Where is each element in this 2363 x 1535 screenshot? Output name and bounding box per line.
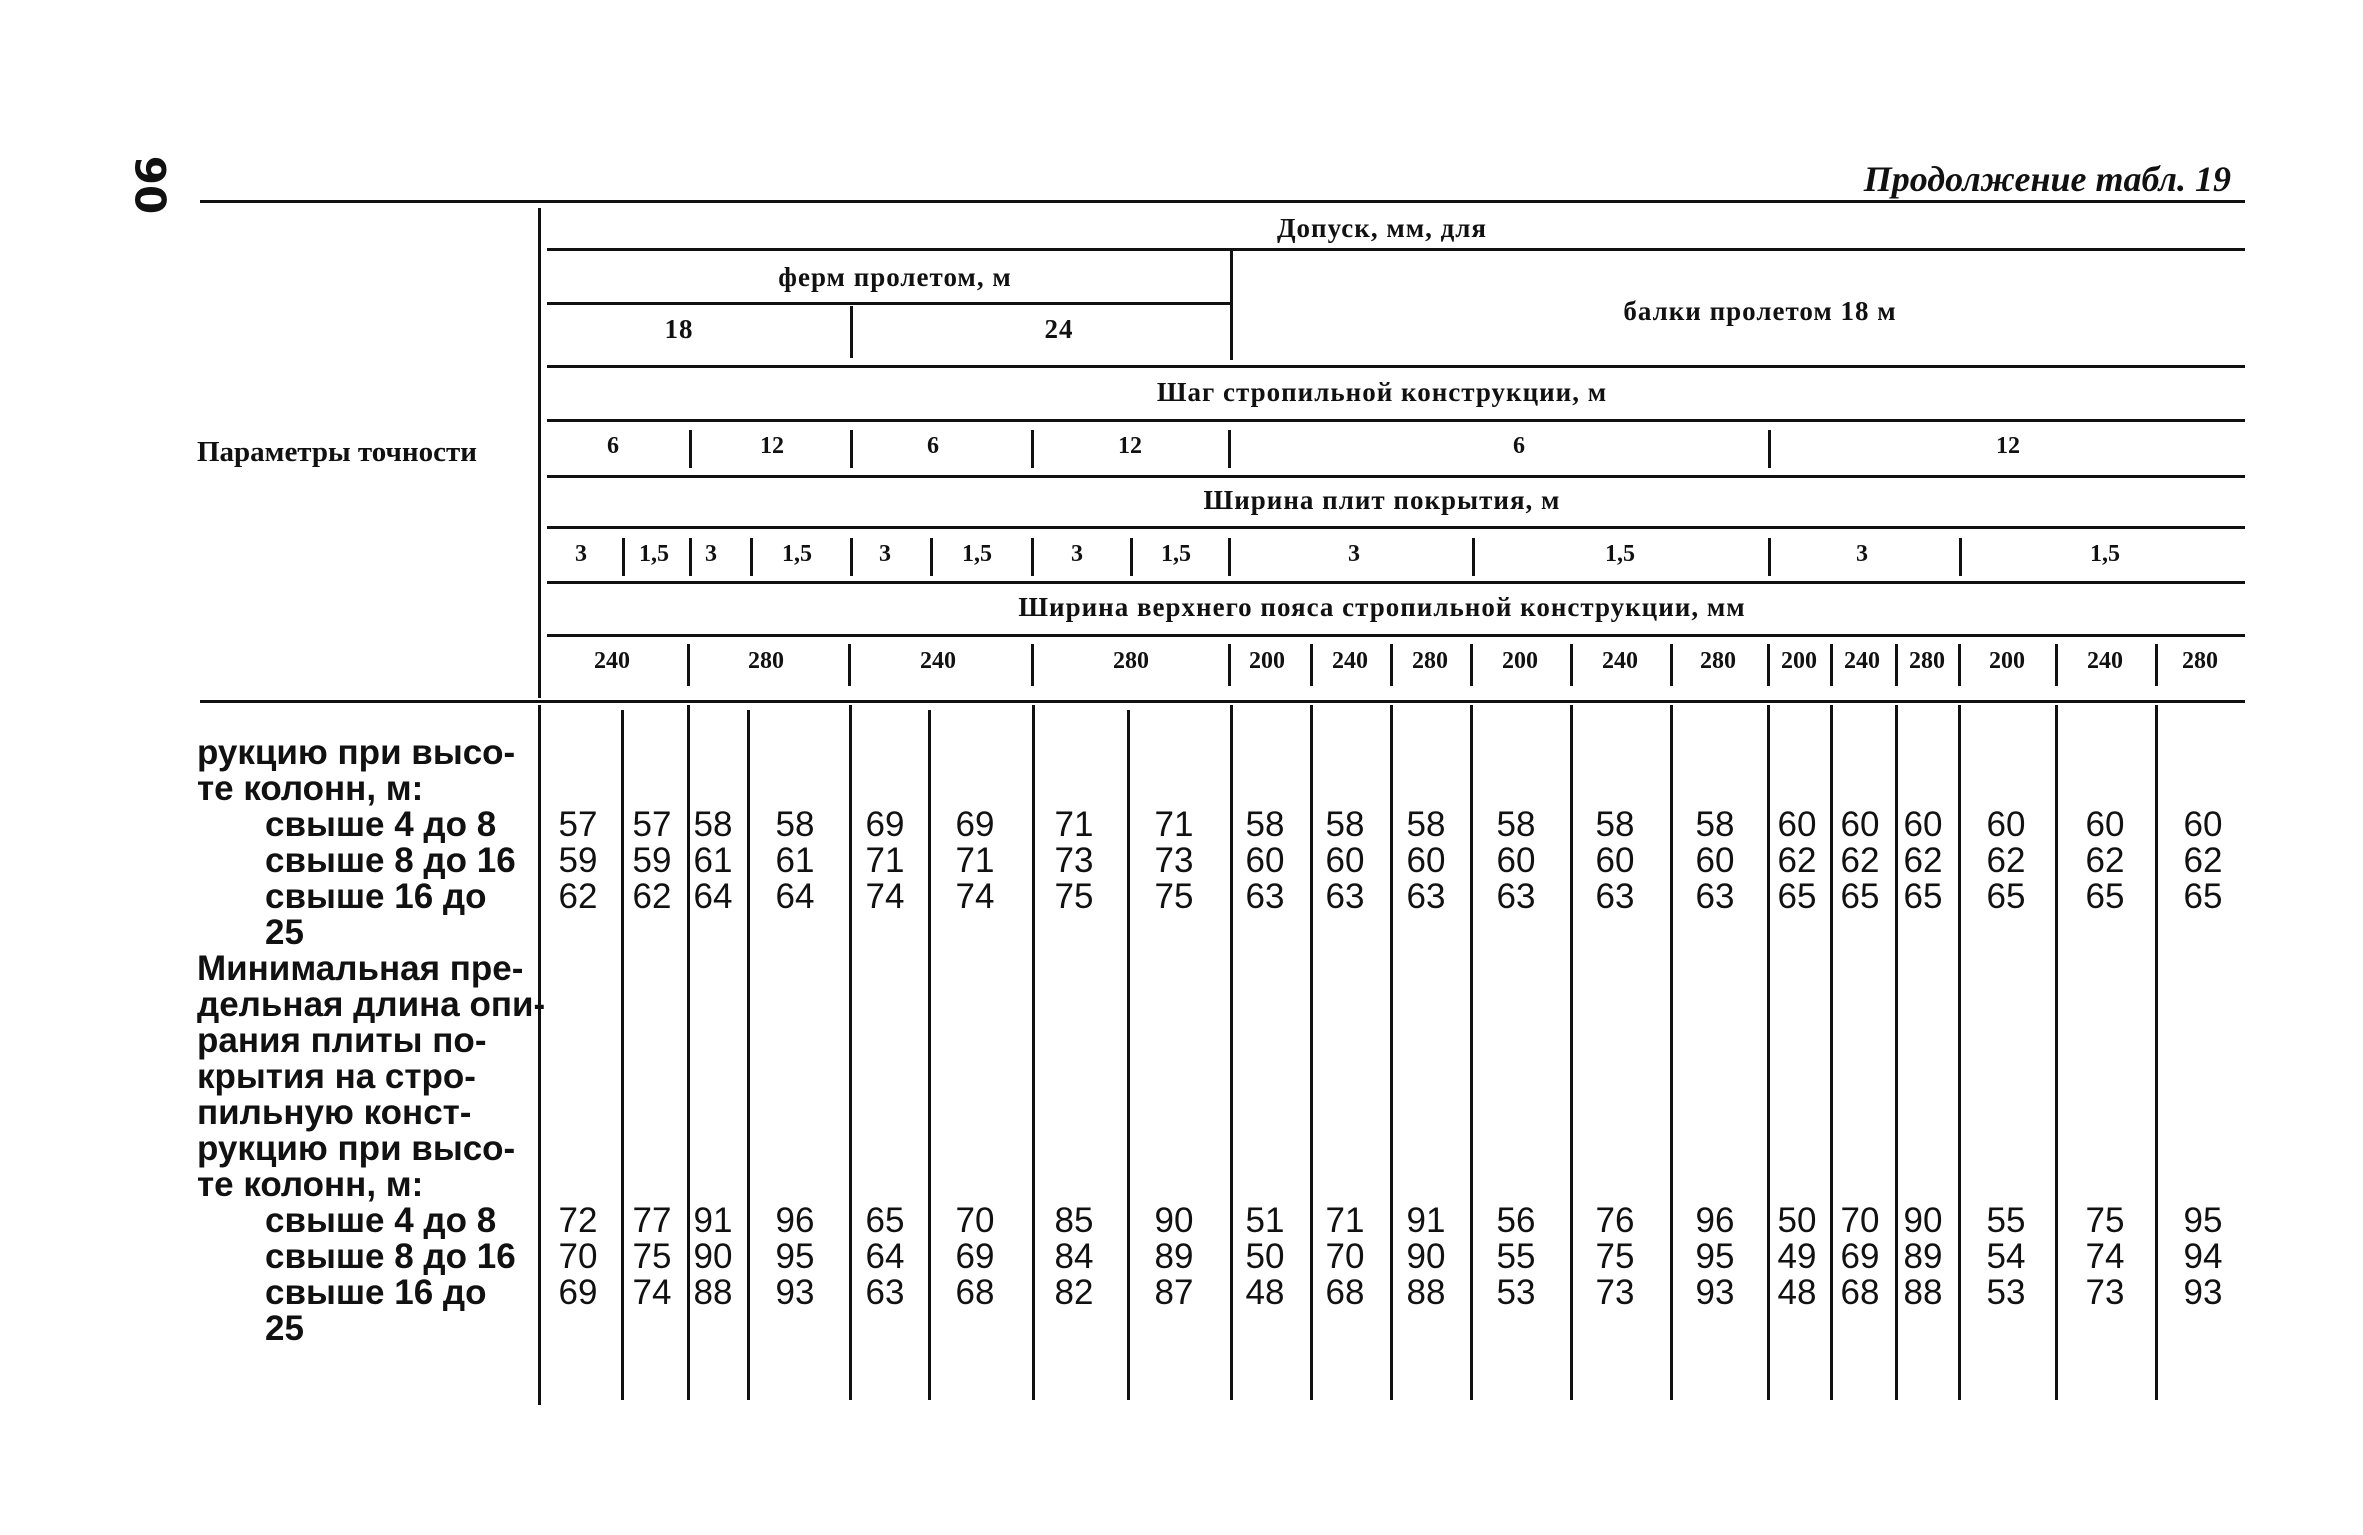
rule-under-slabs — [547, 581, 2245, 584]
param-sub: свыше 16 до — [265, 877, 487, 916]
col-divider — [849, 705, 852, 1400]
value-column: 96 95 93 — [1695, 1201, 1735, 1312]
belt-divider — [1958, 644, 1961, 686]
value-column: 58 61 64 — [693, 805, 733, 916]
belt-value: 240 — [1844, 648, 1880, 674]
col-divider — [1670, 705, 1673, 1400]
value-column: 58 60 63 — [1406, 805, 1446, 916]
param-sub: свыше 8 до 16 — [265, 1237, 516, 1276]
belt-divider — [1767, 644, 1770, 686]
step-title: Шаг стропильной конструкции, м — [1156, 377, 1608, 407]
tolerance-title: Допуск, мм, для — [1276, 213, 1488, 243]
slab-value: 3 — [705, 541, 717, 567]
belt-divider — [1228, 644, 1231, 686]
step-divider — [689, 430, 692, 468]
value-column: 71 73 75 — [1154, 805, 1194, 916]
table-caption: Продолжение табл. 19 — [1863, 159, 2231, 199]
slab-value: 3 — [1348, 541, 1360, 567]
slab-value: 3 — [1856, 541, 1868, 567]
value-column: 60 62 65 — [2183, 805, 2223, 916]
step-value: 6 — [1513, 433, 1525, 459]
value-column: 57 59 62 — [558, 805, 598, 916]
belt-divider — [1670, 644, 1673, 686]
slab-divider — [622, 538, 625, 576]
slab-divider — [1472, 538, 1475, 576]
belt-divider — [1570, 644, 1573, 686]
param-text: Минимальная пре- — [197, 949, 524, 988]
col-divider — [1310, 705, 1313, 1400]
rule-under-step-title — [547, 419, 2245, 422]
param-text: рукцию при высо- — [197, 1129, 516, 1168]
rule-under-spans — [547, 365, 2245, 368]
value-column: 70 69 68 — [955, 1201, 995, 1312]
param-sub: свыше 4 до 8 — [265, 805, 497, 844]
value-column: 75 74 73 — [2085, 1201, 2125, 1312]
belt-divider — [1390, 644, 1393, 686]
value-column: 60 62 65 — [1777, 805, 1817, 916]
col-divider — [1830, 705, 1833, 1400]
value-column: 72 70 69 — [558, 1201, 598, 1312]
slab-title: Ширина плит покрытия, м — [1203, 485, 1561, 515]
rule-under-belt-title — [547, 634, 2245, 637]
slab-value: 1,5 — [782, 541, 812, 567]
belt-value: 240 — [920, 648, 956, 674]
belt-value: 240 — [1332, 648, 1368, 674]
col-divider — [1895, 705, 1898, 1400]
value-column: 55 54 53 — [1986, 1201, 2026, 1312]
col-divider — [1127, 710, 1130, 1400]
step-divider — [1228, 430, 1231, 468]
span-18: 18 — [664, 314, 694, 344]
belt-divider — [687, 644, 690, 686]
top-rule — [200, 200, 2245, 203]
param-sub: свыше 8 до 16 — [265, 841, 516, 880]
belt-value: 200 — [1249, 648, 1285, 674]
step-divider — [1031, 430, 1034, 468]
slab-divider — [1959, 538, 1962, 576]
value-column: 60 62 65 — [2085, 805, 2125, 916]
value-column: 57 59 62 — [632, 805, 672, 916]
belt-title: Ширина верхнего пояса стропильной конструкции, мм — [1018, 592, 1746, 622]
step-value: 12 — [1996, 433, 2020, 459]
step-value: 6 — [607, 433, 619, 459]
slab-value: 1,5 — [1605, 541, 1635, 567]
param-block-1 — [197, 735, 517, 951]
slab-value: 3 — [1071, 541, 1083, 567]
rule-under-tolerance — [547, 248, 2245, 251]
step-divider — [850, 430, 853, 468]
params-title: Параметры точности — [197, 436, 477, 468]
col-divider — [1032, 705, 1035, 1400]
value-column: 58 60 63 — [1325, 805, 1365, 916]
rule-header-bottom — [200, 700, 2245, 703]
span-24: 24 — [1044, 314, 1074, 344]
slab-value: 1,5 — [2090, 541, 2120, 567]
slab-value: 1,5 — [962, 541, 992, 567]
slab-value: 1,5 — [639, 541, 669, 567]
belt-value: 200 — [1781, 648, 1817, 674]
belt-value: 280 — [2182, 648, 2218, 674]
col-divider — [747, 710, 750, 1400]
param-text: рукцию при высо- — [197, 733, 516, 772]
step-value: 6 — [927, 433, 939, 459]
value-column: 71 73 75 — [1054, 805, 1094, 916]
step-value: 12 — [1118, 433, 1142, 459]
value-column: 69 71 74 — [865, 805, 905, 916]
value-column: 58 61 64 — [775, 805, 815, 916]
value-column: 69 71 74 — [955, 805, 995, 916]
param-text: крытия на стро- — [197, 1057, 476, 1096]
belt-divider — [2155, 644, 2158, 686]
step-value: 12 — [760, 433, 784, 459]
param-sub: 25 — [265, 913, 304, 952]
belt-value: 280 — [1412, 648, 1448, 674]
value-column: 71 70 68 — [1325, 1201, 1365, 1312]
slab-divider — [850, 538, 853, 576]
param-sub: свыше 4 до 8 — [265, 1201, 497, 1240]
value-column: 58 60 63 — [1595, 805, 1635, 916]
slab-divider — [930, 538, 933, 576]
value-column: 58 60 63 — [1695, 805, 1735, 916]
value-column: 56 55 53 — [1496, 1201, 1536, 1312]
col-divider — [928, 710, 931, 1400]
slab-value: 1,5 — [1161, 541, 1191, 567]
col-divider — [1958, 705, 1961, 1400]
value-column: 90 89 88 — [1903, 1201, 1943, 1312]
span-divider — [850, 306, 853, 358]
beams-title: балки пролетом 18 м — [1623, 296, 1897, 326]
stub-divider — [538, 208, 541, 698]
belt-divider — [1470, 644, 1473, 686]
param-block-2 — [197, 949, 546, 1348]
col-divider — [1470, 705, 1473, 1400]
value-column: 51 50 48 — [1245, 1201, 1285, 1312]
step-divider — [1768, 430, 1771, 468]
col-divider — [1390, 705, 1393, 1400]
slab-divider — [1228, 538, 1231, 576]
belt-value: 240 — [594, 648, 630, 674]
param-text: пильную конст- — [197, 1093, 472, 1132]
value-column: 95 94 93 — [2183, 1201, 2223, 1312]
trusses-title: ферм пролетом, м — [778, 262, 1012, 292]
param-text: рания плиты по- — [197, 1021, 487, 1060]
value-column: 60 62 65 — [1986, 805, 2026, 916]
param-sub: свыше 16 до — [265, 1273, 487, 1312]
belt-divider — [848, 644, 851, 686]
value-column: 85 84 82 — [1054, 1201, 1094, 1312]
value-column: 90 89 87 — [1154, 1201, 1194, 1312]
belt-divider — [1895, 644, 1898, 686]
value-column: 91 90 88 — [1406, 1201, 1446, 1312]
belt-value: 200 — [1989, 648, 2025, 674]
slab-divider — [750, 538, 753, 576]
param-text: те колонн, м: — [197, 769, 424, 808]
slab-value: 3 — [575, 541, 587, 567]
value-column: 60 62 65 — [1840, 805, 1880, 916]
slab-divider — [1768, 538, 1771, 576]
value-column: 50 49 48 — [1777, 1201, 1817, 1312]
value-column: 58 60 63 — [1245, 805, 1285, 916]
value-column: 70 69 68 — [1840, 1201, 1880, 1312]
value-column: 91 90 88 — [693, 1201, 733, 1312]
value-column: 96 95 93 — [775, 1201, 815, 1312]
value-column: 60 62 65 — [1903, 805, 1943, 916]
col-divider — [1570, 705, 1573, 1400]
stub-divider-body — [538, 705, 541, 1405]
slab-divider — [1031, 538, 1034, 576]
param-text: дельная длина опи- — [197, 985, 546, 1024]
slab-value: 3 — [879, 541, 891, 567]
value-column: 76 75 73 — [1595, 1201, 1635, 1312]
belt-value: 280 — [1113, 648, 1149, 674]
belt-divider — [1031, 644, 1034, 686]
param-sub: 25 — [265, 1309, 304, 1348]
value-column: 58 60 63 — [1496, 805, 1536, 916]
rule-under-trusses — [547, 302, 1230, 305]
col-divider — [1767, 705, 1770, 1400]
belt-divider — [1830, 644, 1833, 686]
col-divider — [1230, 705, 1233, 1400]
value-column: 77 75 74 — [632, 1201, 672, 1312]
belt-value: 200 — [1502, 648, 1538, 674]
belt-divider — [2055, 644, 2058, 686]
param-text: те колонн, м: — [197, 1165, 424, 1204]
belt-value: 280 — [1700, 648, 1736, 674]
col-divider — [621, 710, 624, 1400]
slab-divider — [1130, 538, 1133, 576]
trusses-beams-divider — [1230, 250, 1233, 360]
belt-value: 280 — [748, 648, 784, 674]
value-column: 65 64 63 — [865, 1201, 905, 1312]
belt-value: 240 — [2087, 648, 2123, 674]
belt-value: 280 — [1909, 648, 1945, 674]
belt-divider — [1310, 644, 1313, 686]
col-divider — [2055, 705, 2058, 1400]
rule-under-slab-title — [547, 526, 2245, 529]
col-divider — [687, 705, 690, 1400]
col-divider — [2155, 705, 2158, 1400]
page-number: 90 — [125, 155, 175, 215]
slab-divider — [689, 538, 692, 576]
belt-value: 240 — [1602, 648, 1638, 674]
rule-under-steps — [547, 475, 2245, 478]
